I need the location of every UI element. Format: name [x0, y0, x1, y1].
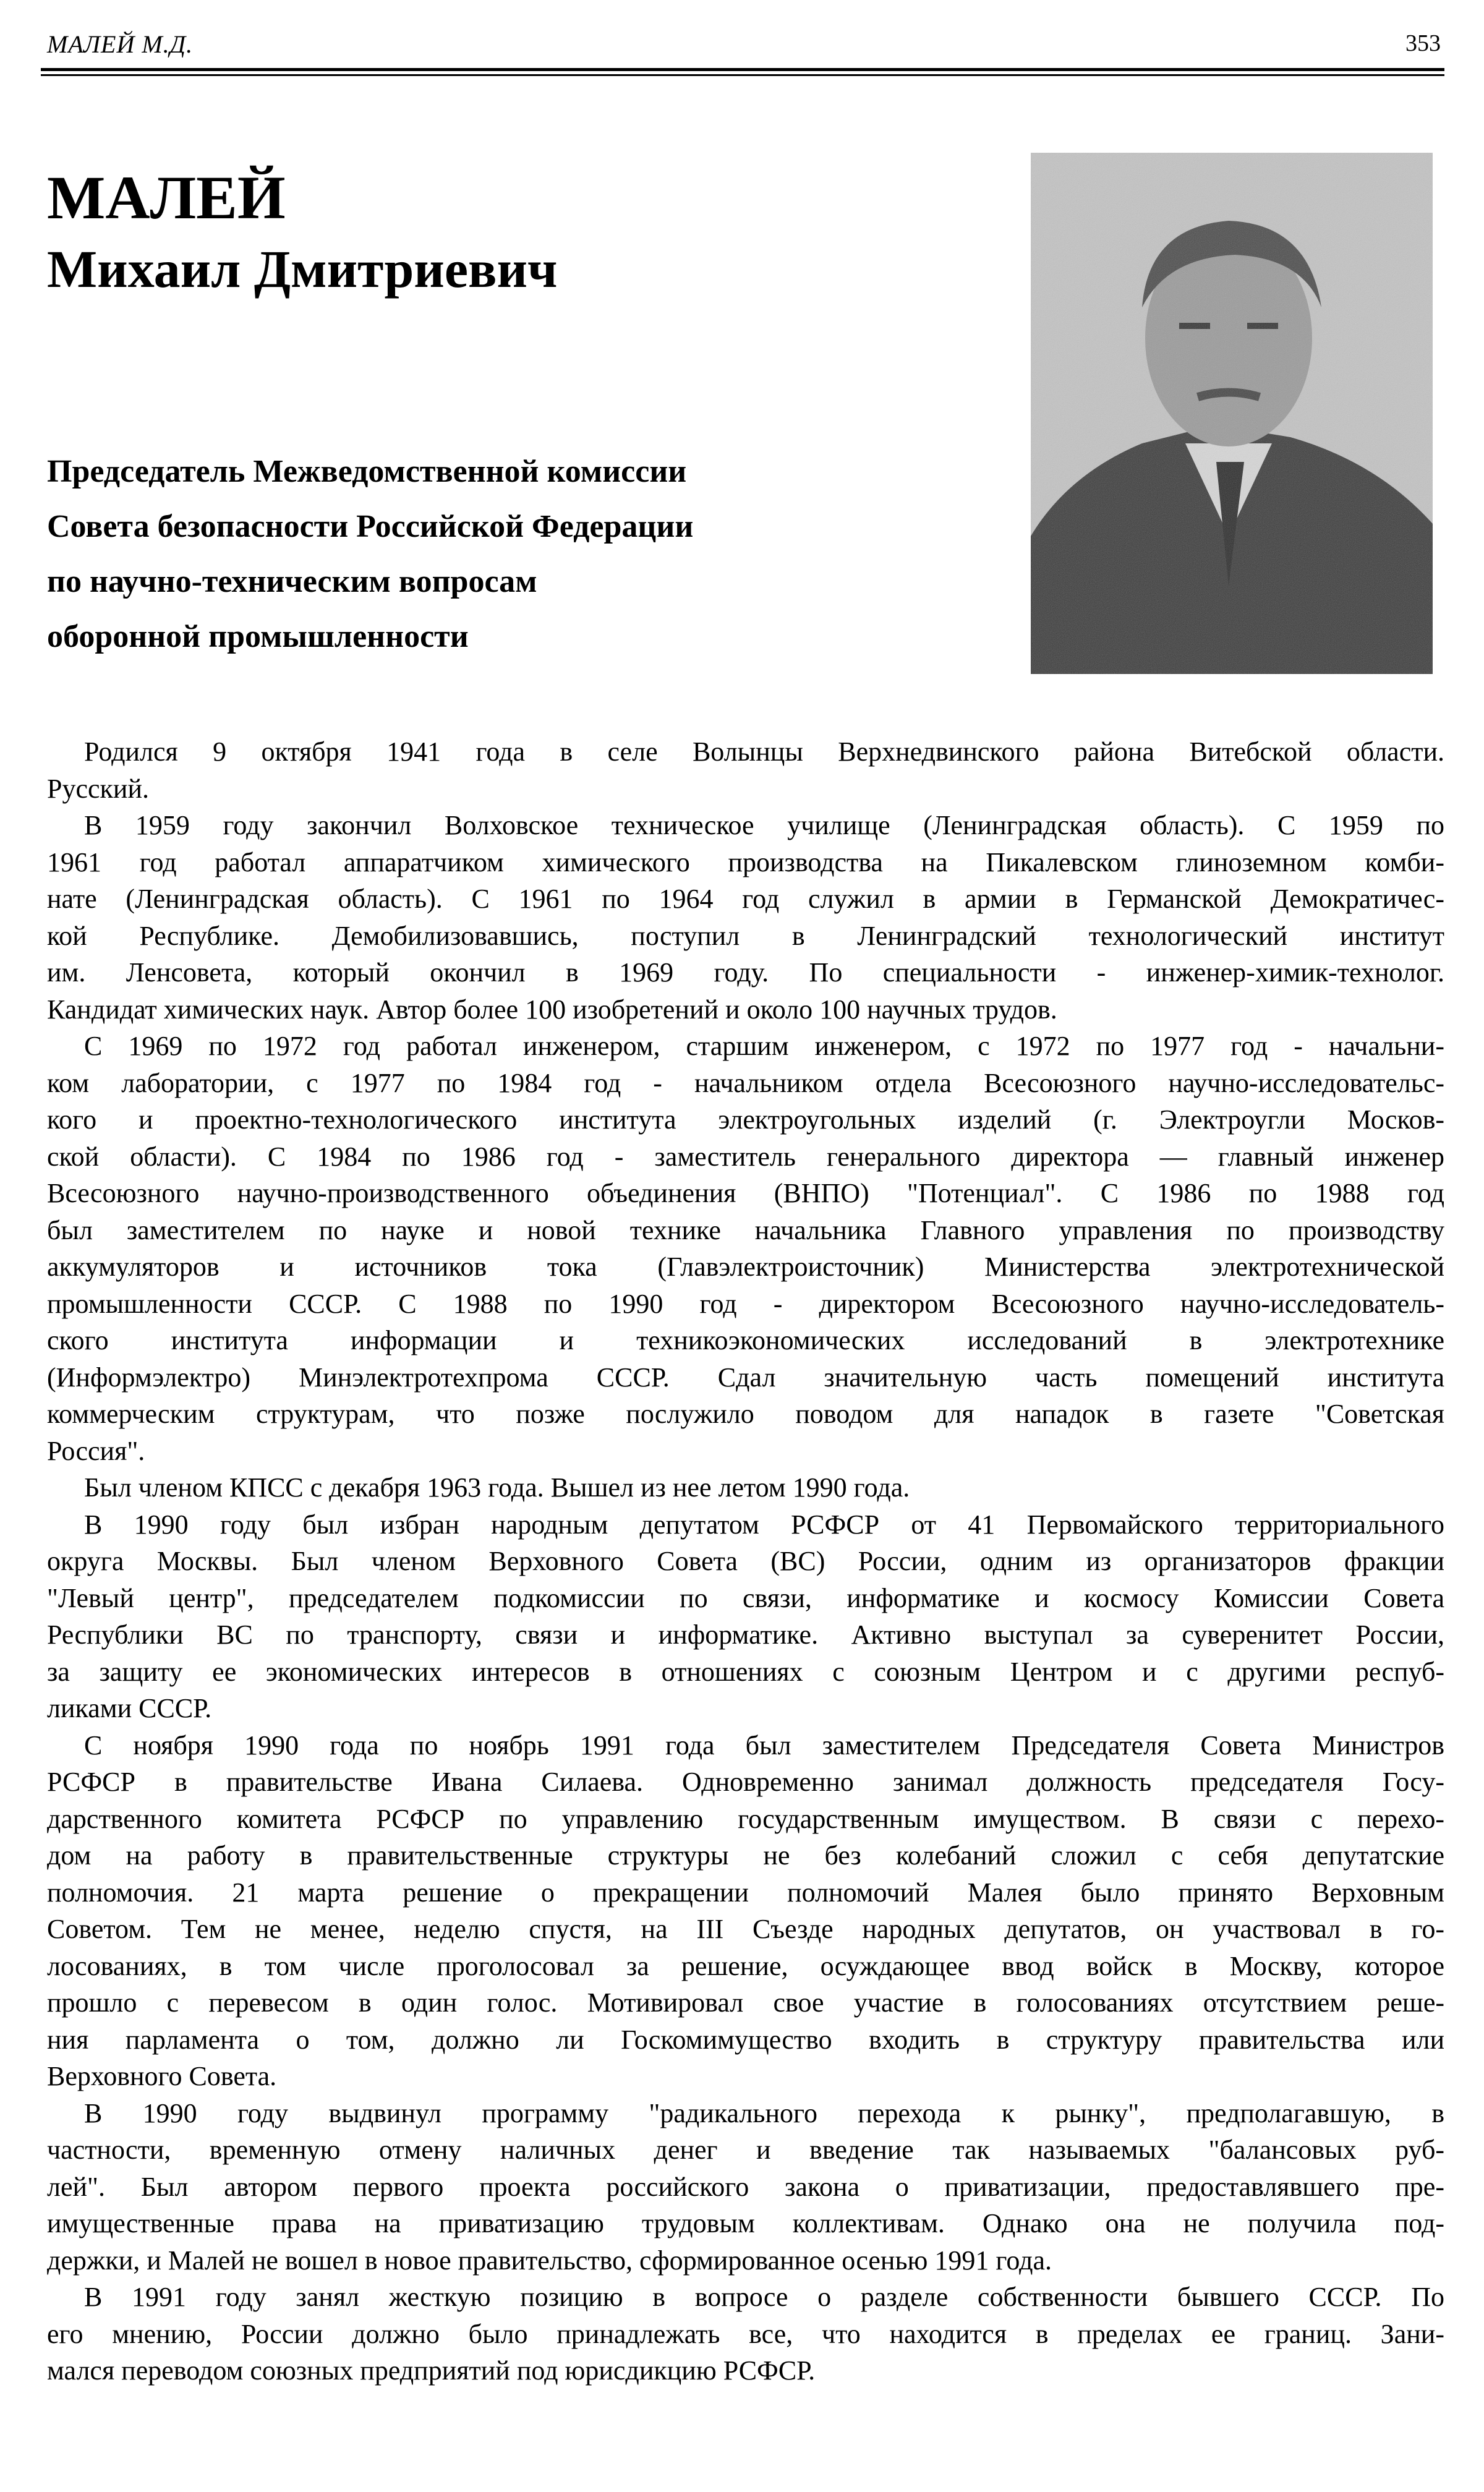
text-line: кой Республике. Демобилизовавшись, поступил в Ленинградский технологический институт [47, 920, 1444, 951]
text-line: В 1990 году был избран народным депутатом РСФСР от 41 Первомайского территориального [84, 1509, 1444, 1540]
text-line: ком лаборатории, с 1977 по 1984 год - начальником отдела Всесоюзного научно-исследовательс- [47, 1067, 1444, 1098]
text-line: мался переводом союзных предприятий под юрисдикцию РСФСР. [47, 2355, 816, 2386]
text-line: лосованиях, в том числе проголосовал за решение, осуждающее ввод войск в Москву, которое [47, 1950, 1444, 1981]
paragraph [47, 1506, 1444, 1727]
text-line: В 1991 году занял жесткую позицию в вопросе о разделе собственности бывшего СССР. По [84, 2282, 1444, 2312]
text-line: коммерческим структурам, что позже послужило поводом для нападок в газете "Советская [47, 1399, 1444, 1429]
text-line: ликами СССР. [47, 1693, 212, 1723]
text-line: Верховного Совета. [47, 2061, 277, 2091]
position-title [47, 444, 693, 664]
text-line: имущественные права на приватизацию трудовым коллективам. Однако она не получила под- [47, 2208, 1444, 2238]
text-line: (Информэлектро) Минэлектротехпрома СССР. Сдал значительную часть помещений института [47, 1362, 1444, 1393]
text-line: РСФСР в правительстве Ивана Силаева. Одновременно занимал должность председателя Госу- [47, 1767, 1444, 1797]
text-line: за защиту ее экономических интересов в отношениях с союзным Центром и с другими респуб- [47, 1656, 1444, 1687]
text-line: нате (Ленинградская область). С 1961 по 1964 год служил в армии в Германской Демократичес- [47, 884, 1444, 914]
text-line: им. Ленсовета, который окончил в 1969 году. По специальности - инженер-химик-технолог. [47, 957, 1444, 988]
text-line: дом на работу в правительственные структуры не без колебаний сложил с себя депутатские [47, 1840, 1444, 1871]
paragraph [47, 1727, 1444, 2095]
paragraph [47, 733, 1444, 807]
text-line: ского института информации и техникоэкономических исследований в электротехнике [47, 1325, 1444, 1355]
text-line: Всесоюзного научно-производственного объединения (ВНПО) "Потенциал". С 1986 по 1988 год [47, 1178, 1444, 1208]
position-line: Председатель Межведомственной комиссии [47, 454, 687, 489]
position-line: оборонной промышленности [47, 619, 469, 654]
given-names-heading: Михаил Дмитриевич [47, 239, 558, 299]
text-line: Русский. [47, 773, 149, 804]
text-line: полномочия. 21 марта решение о прекращении полномочий Малея было принято Верховным [47, 1877, 1444, 1908]
header-rule [41, 68, 1444, 71]
surname-heading: МАЛЕЙ [47, 163, 286, 232]
biography-text [47, 733, 1444, 2389]
text-line: его мнению, России должно было принадлежать все, что находится в пределах ее границ. Зани- [47, 2318, 1444, 2349]
text-line: прошло с перевесом в один голос. Мотивировал свое участие в голосованиях отсутствием реше- [47, 1987, 1444, 2018]
text-line: держки, и Малей не вошел в новое правительство, сформированное осенью 1991 года. [47, 2245, 1052, 2276]
text-line: "Левый центр", председателем подкомиссии по связи, информатике и космосу Комиссии Совета [47, 1582, 1444, 1613]
paragraph [47, 807, 1444, 1028]
text-line: В 1959 году закончил Волховское техническое училище (Ленинградская область). С 1959 по [84, 810, 1444, 840]
header-rule-thin [41, 74, 1444, 76]
text-line: С ноября 1990 года по ноябрь 1991 года был заместителем Председателя Совета Министров [84, 1730, 1444, 1760]
text-line: Родился 9 октября 1941 года в селе Волынцы Верхнедвинского района Витебской области. [84, 736, 1444, 767]
text-line: ния парламента о том, должно ли Госкомимущество входить в структуру правительства или [47, 2024, 1444, 2055]
text-line: В 1990 году выдвинул программу "радикального перехода к рынку", предполагавшую, в [84, 2097, 1444, 2128]
text-line: ской области). С 1984 по 1986 год - заместитель генерального директора — главный инженер [47, 1141, 1444, 1172]
text-line: 1961 год работал аппаратчиком химического производства на Пикалевском глиноземном комби- [47, 847, 1444, 877]
text-line: С 1969 по 1972 год работал инженером, старшим инженером, с 1972 по 1977 год - начальни- [84, 1031, 1444, 1061]
text-line: был заместителем по науке и новой технике начальника Главного управления по производству [47, 1214, 1444, 1245]
text-line: округа Москвы. Был членом Верховного Совета (ВС) России, одним из организаторов фракции [47, 1546, 1444, 1576]
position-line: по научно-техническим вопросам [47, 564, 537, 599]
text-line: Советом. Тем не менее, неделю спустя, на III Съезде народных депутатов, он участвовал в го- [47, 1914, 1444, 1944]
text-line: Был членом КПСС с декабря 1963 года. Вышел из нее летом 1990 года. [84, 1472, 910, 1503]
page-number: 353 [1405, 30, 1441, 56]
paragraph [47, 1028, 1444, 1469]
paragraph [47, 2279, 1444, 2389]
text-line: аккумуляторов и источников тока (Главэлектроисточник) Министерства электротехнической [47, 1252, 1444, 1282]
text-line: Республики ВС по транспорту, связи и информатике. Активно выступал за суверенитет России, [47, 1619, 1444, 1650]
text-line: Россия". [47, 1435, 145, 1466]
text-line: лей". Был автором первого проекта российского закона о приватизации, предоставлявшего пре- [47, 2171, 1444, 2202]
text-line: Кандидат химических наук. Автор более 100 изобретений и около 100 научных трудов. [47, 994, 1057, 1025]
portrait-image [1031, 153, 1433, 674]
text-line: промышленности СССР. С 1988 по 1990 год - директором Всесоюзного научно-исследователь- [47, 1288, 1444, 1319]
paragraph [47, 2095, 1444, 2279]
text-line: частности, временную отмену наличных денег и введение так называемых "балансовых руб- [47, 2135, 1444, 2165]
position-line: Совета безопасности Российской Федерации [47, 509, 694, 544]
portrait-photo [1031, 153, 1433, 674]
paragraph [47, 1469, 1444, 1506]
running-head: МАЛЕЙ М.Д. [47, 30, 194, 58]
text-line: кого и проектно-технологического института электроугольных изделий (г. Электроугли Москов- [47, 1104, 1444, 1135]
text-line: дарственного комитета РСФСР по управлению государственным имуществом. В связи с перехо- [47, 1803, 1444, 1834]
